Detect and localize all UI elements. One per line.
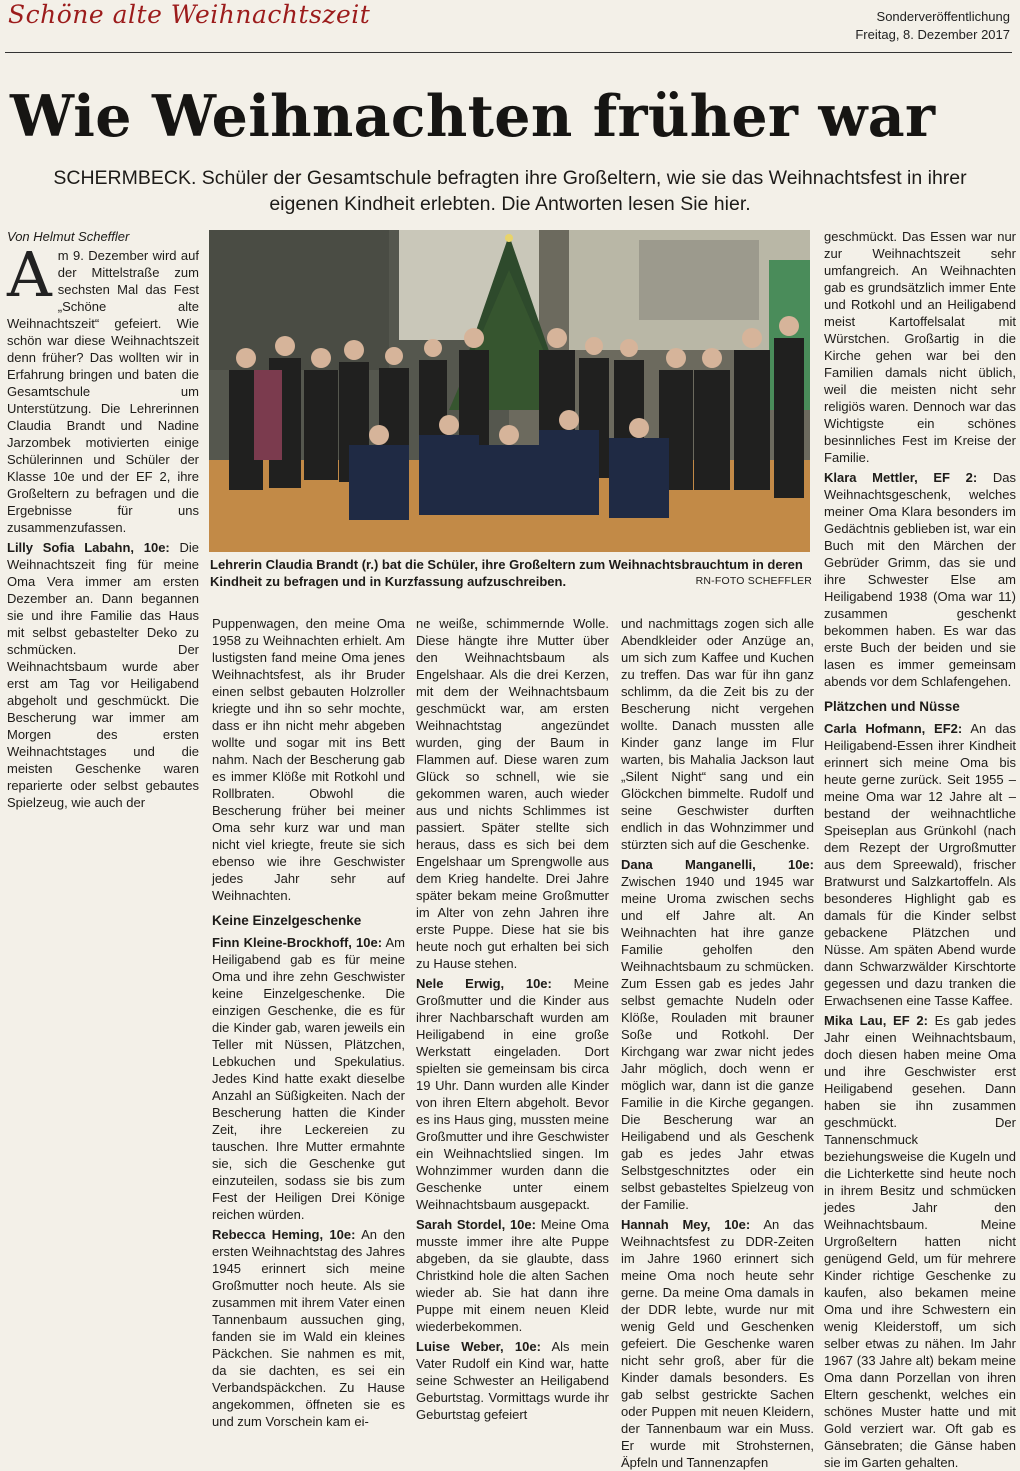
paragraph-text: An das Weihnachtsfest zu DDR-Zeiten im Jahre 1960 erinnert sich meine Oma noch heute sehr gerne. Da meine Oma damals in der DDR lebte, wurde nur mit wenig Geld und Geschenken gefeiert. Die Geschenke waren nicht sehr groß, aber für die Kinder damals besonders. Es gab selbst gestrickte Sachen oder Puppen mit neuen Kleidern, der Tannenbaum war ein Muss. Er wurde mit Strohsternen, Äpfeln und Tannenzapfen [621,1217,814,1470]
paragraph: geschmückt. Das Essen war nur zur Weihnachtszeit sehr umfangreich. An Weihnachten gab es grundsätzlich immer Ente und Rotkohl und an Heiligabend meist Kartoffelsalat mit Würstchen. Großartig in die Kirche gehen war bei den Familien damals nicht üblich, weil die meisten nicht sehr religiös waren. Dennoch war das Wichtigste ein schönes besinnliches Fest im Kreise der Familie. [824,229,1016,465]
paragraph [824,1012,1016,1471]
header-rule [5,52,1012,53]
paragraph-text: Die Weihnachtszeit fing für meine Oma Vera immer am ersten Dezember an. Dann begannen sie und ihre Familie das Haus mit selbst gebastelter Deko zu schmücken. Der Weihnachtsbaum wurde aber erst am Tag vor Heiligabend abgeholt und geschmückt. Die Bescherung war immer am Morgen des ersten Weihnachtstages und die meisten Geschenke waren reparierte oder selbst gebautes Spielzeug, wie auch der [7,540,199,810]
article-column-5 [824,228,1016,1470]
section-brand-logo: Schöne alte Weihnachtszeit [8,0,371,29]
paragraph-text: Meine Großmutter und die Kinder aus ihrer Nachbarschaft wurden am Heiligabend in eine große Werkstatt eingeladen. Dort spielten sie gemeinsam bis circa 19 Uhr. Dann wurden alle Kinder von ihren Eltern abgeholt. Bevor es ins Haus ging, mussten meine Großmutter und ihre Geschwister ein Weihnachtslied singen. Im Wohnzimmer wurden dann die Geschenke unter einem Weihnachtsbaum ausgepackt. [416,976,609,1212]
paragraph [416,1338,609,1423]
article-column-2 [212,615,405,1455]
issue-type: Sonderveröffentlichung [876,9,1010,24]
paragraph [824,469,1016,690]
article-column-3 [416,615,609,1455]
photo-credit: RN-FOTO SCHEFFLER [695,575,812,587]
article-column-1 [7,228,199,810]
paragraph-text: Meine Oma musste immer ihre alte Puppe abgeben, da sie glaubte, dass Christkind hole die alten Sachen wieder ab. Sie hat dann ihre Puppe mit einem neuen Kleid wiederbekommen. [416,1217,609,1334]
student-name: Klara Mettler, EF 2: [824,470,978,485]
paragraph [621,1216,814,1471]
paragraph-text: Als mein Vater Rudolf ein Kind war, hatte seine Schwester an Heiligabend Geburtstag. Vormittags wurde ihr Geburtstag gefeiert [416,1339,609,1422]
paragraph [621,856,814,1213]
paragraph-text: Zwischen 1940 und 1945 war meine Uroma zwischen sechs und elf Jahre alt. An Weihnachten hat ihre ganze Familie geholfen den Weihnachtsbaum zu schmücken. Zum Essen gab es jedes Jahr selbst gemachte Nudeln oder Klöße, Rouladen mit brauner Soße und Rotkohl. Der Kirchgang war zwar nicht jedes Jahr möglich, doch wenn er möglich war, dann ist die ganze Familie in die Kirche gegangen. Die Bescherung war an Heiligabend und als Geschenk gab es jedes Jahr etwas Selbstgeschnitztes oder ein selbst gebasteltes Spielzeug von der Familie. [621,874,814,1212]
student-name: Finn Kleine-Brockhoff, 10e: [212,935,383,950]
paragraph [416,1216,609,1335]
issue-date: Freitag, 8. Dezember 2017 [855,27,1010,42]
paragraph-text: Am Heiligabend gab es für meine Oma und ihre zehn Geschwister keine Einzelgeschenke. Die einzigen Geschenke, die es für die Kinder gab, waren jeweils ein Teller mit Nüssen, Plätzchen, Lebkuchen und Spekulatius. Jedes Kind hatte exakt dieselbe Anzahl an Süßigkeiten. Nach der Bescherung hatten die Kinder Zeit, ihre Leckereien zu tauschen. Ihre Mutter ermahnte sie, sich die Geschenke gut einzuteilen, sodass sie bis zum Fest der Heiligen Drei Könige reichen würden. [212,935,405,1222]
lead-paragraph: SCHERMBECK. Schüler der Gesamtschule befragten ihre Großeltern, wie sie das Weihnachtsfest in ihrer eigenen Kindheit erlebten. Die Antworten lesen Sie hier. [53,167,967,215]
student-name: Mika Lau, EF 2: [824,1013,928,1028]
article-column-4 [621,615,814,1470]
paragraph [212,1226,405,1430]
paragraph [416,975,609,1213]
issue-info [855,8,1010,44]
caption-text: Lehrerin Claudia Brandt (r.) bat die Schüler, ihre Großeltern zum Weihnachtsbrauchtum in deren Kindheit zu befragen und in Kurzfassung aufzuschreiben. [210,557,803,589]
student-name: Lilly Sofia Labahn, 10e: [7,540,170,555]
headline: Wie Weihnachten früher war [10,83,936,150]
student-name: Hannah Mey, 10e: [621,1217,751,1232]
photo-image [209,230,810,552]
student-name: Dana Manganelli, 10e: [621,857,814,872]
paragraph: ne weiße, schimmernde Wolle. Diese hängte ihre Mutter über den Weihnachtsbaum als Engelshaar. Als die drei Kerzen, mit dem der Weihnachtsbaum geschmückt war, am ersten Weihnachtstag angezündet wurden, ging der Baum in Flammen auf. Diese waren zum Glück so schnell, wie sie gekommen waren, auch wieder aus und nichts Schlimmes ist passiert. Später stellte sich heraus, dass es sich bei dem Engelshaar um Sprengwolle aus dem Krieg handelte. Drei Jahre später bekam meine Großmutter im Alter von zehn Jahren ihre erste Puppe. Diese hat sie bis heute noch gut erhalten bei sich zu Hause stehen. [416,616,609,971]
paragraph-text: Das Weihnachtsgeschenk, welches meiner Oma Klara besonders im Gedächtnis geblieben ist, war ein Buch mit den Märchen der Gebrüder Grimm, das sie und ihre Schwester Else am Heiligabend 1938 (Oma war 11) zusammen geschenkt bekommen haben. Es war das erste Buch der beiden und sie lasen es immer gemeinsam abends vor dem Schlafengehen. [824,470,1016,689]
student-name: Sarah Stordel, 10e: [416,1217,536,1232]
paragraph-text: An das Heiligabend-Essen ihrer Kindheit erinnert sich meine Oma bis heute gerne zurück. Seit 1955 – meine Oma war 12 Jahre alt – bestand der weihnachtliche Speiseplan aus Grünkohl (nach dem Rezept der Urgroßmutter aus dem Spreewald), frischer Bratwurst und Salzkartoffeln. Als besonderes Highlight gab es damals für die Kinder selbst gebackene Plätzchen und Nüsse. Am späten Abend wurde dann Schwarzwälder Kirschtorte gegessen und dazu tranken die Erwachsenen eine Tasse Kaffee. [824,721,1016,1008]
paragraph: und nachmittags zogen sich alle Abendkleider oder Anzüge an, um sich zum Kaffee und Kuchen zu treffen. Das war für ihn ganz schlimm, da die Zeit bis zu der Bescherung nicht vergehen wollte. Danach mussten alle Kinder ganz lange im Flur warten, bis Mahalia Jackson laut „Silent Night“ sang und ein Glöckchen bimmelte. Rudolf und seine Geschwister durften endlich in das Wohnzimmer und stürzten sich auf die Geschenke. [621,616,814,852]
subheading: Keine Einzelgeschenke [212,913,362,928]
student-name: Nele Erwig, 10e: [416,976,552,991]
photo-caption [210,556,812,590]
paragraph [212,934,405,1223]
student-name: Carla Hofmann, EF2: [824,721,963,736]
byline: Von Helmut Scheffler [7,229,130,244]
subheading: Plätzchen und Nüsse [824,699,960,714]
paragraph [824,720,1016,1009]
paragraph-text: An den ersten Weihnachtstag des Jahres 1945 erinnert sich meine Großmutter noch heute. Als sie zusammen mit ihrem Vater einen Tannenbaum aussuchen ging, fanden sie im Wald ein kleines Päckchen. Sie nahmen es mit, da sie dachten, es sei ein Verbandspäckchen. Zu Hause angekommen, öffneten sie es und zum Vorschein kam ei- [212,1227,405,1429]
intro-paragraph: m 9. Dezember wird auf der Mittelstraße zum sechsten Mal das Fest „Schöne alte Weihnachtszeit“ gefeiert. Wie schön war diese Weihnachtszeit denn früher? Das wollten wir in Erfahrung bringen und baten die Gesamtschule um Unterstützung. Die Lehrerinnen Claudia Brandt und Nadine Jarzombek motivierten einige Schülerinnen und Schüler der Klasse 10e und der EF 2, ihre Großeltern zu befragen und die Ergebnisse für uns zusammenzufassen. [7,248,199,535]
paragraph-text: Es gab jedes Jahr einen Weihnachtsbaum, doch diesen haben meine Oma und ihre Geschwister erst Heiligabend gesehen. Dann haben sie ihn zusammen geschmückt. Der Tannenschmuck beziehungsweise die Kugeln und die Lichterkette sind heute noch in ihrem Besitz und schmücken jedes Jahr den Weihnachtsbaum. Meine Urgroßeltern hatten nicht genügend Geld, um für mehrere Kinder richtige Geschenke zu kaufen, also bekamen meine Oma und ihre Schwestern ein wenig Kleiderstoff, um sich selber etwas zu nähen. Im Jahr 1967 (33 Jahre alt) bekam meine Oma dann Porzellan von ihren Eltern geschenkt, welches ein schönes Muster hatte und mit Gold verziert war. Oft gab es Gänsebraten; die Gänse haben sie im Garten gehalten. [824,1013,1016,1470]
student-name: Luise Weber, 10e: [416,1339,541,1354]
student-name: Rebecca Heming, 10e: [212,1227,356,1242]
drop-cap: A [7,238,52,311]
paragraph: Puppenwagen, den meine Oma 1958 zu Weihnachten erhielt. Am lustigsten fand meine Oma jenes Weihnachtsfest, als ihr Bruder einen selbst gebauten Holzroller kriegte und ihn so sehr mochte, dass er ihn nicht mehr abgeben wollte und sogar mit ins Bett nahm. Nach der Bescherung gab es immer Klöße mit Rotkohl und Rollbraten. Obwohl die Bescherung früher bei meiner Oma sehr kurz war und man nicht viel kriegte, freute sie sich ebenso wie ihre Geschwister jedes Jahr sehr auf Weihnachten. [212,616,405,903]
group-photo [209,230,810,552]
paragraph [7,539,199,811]
